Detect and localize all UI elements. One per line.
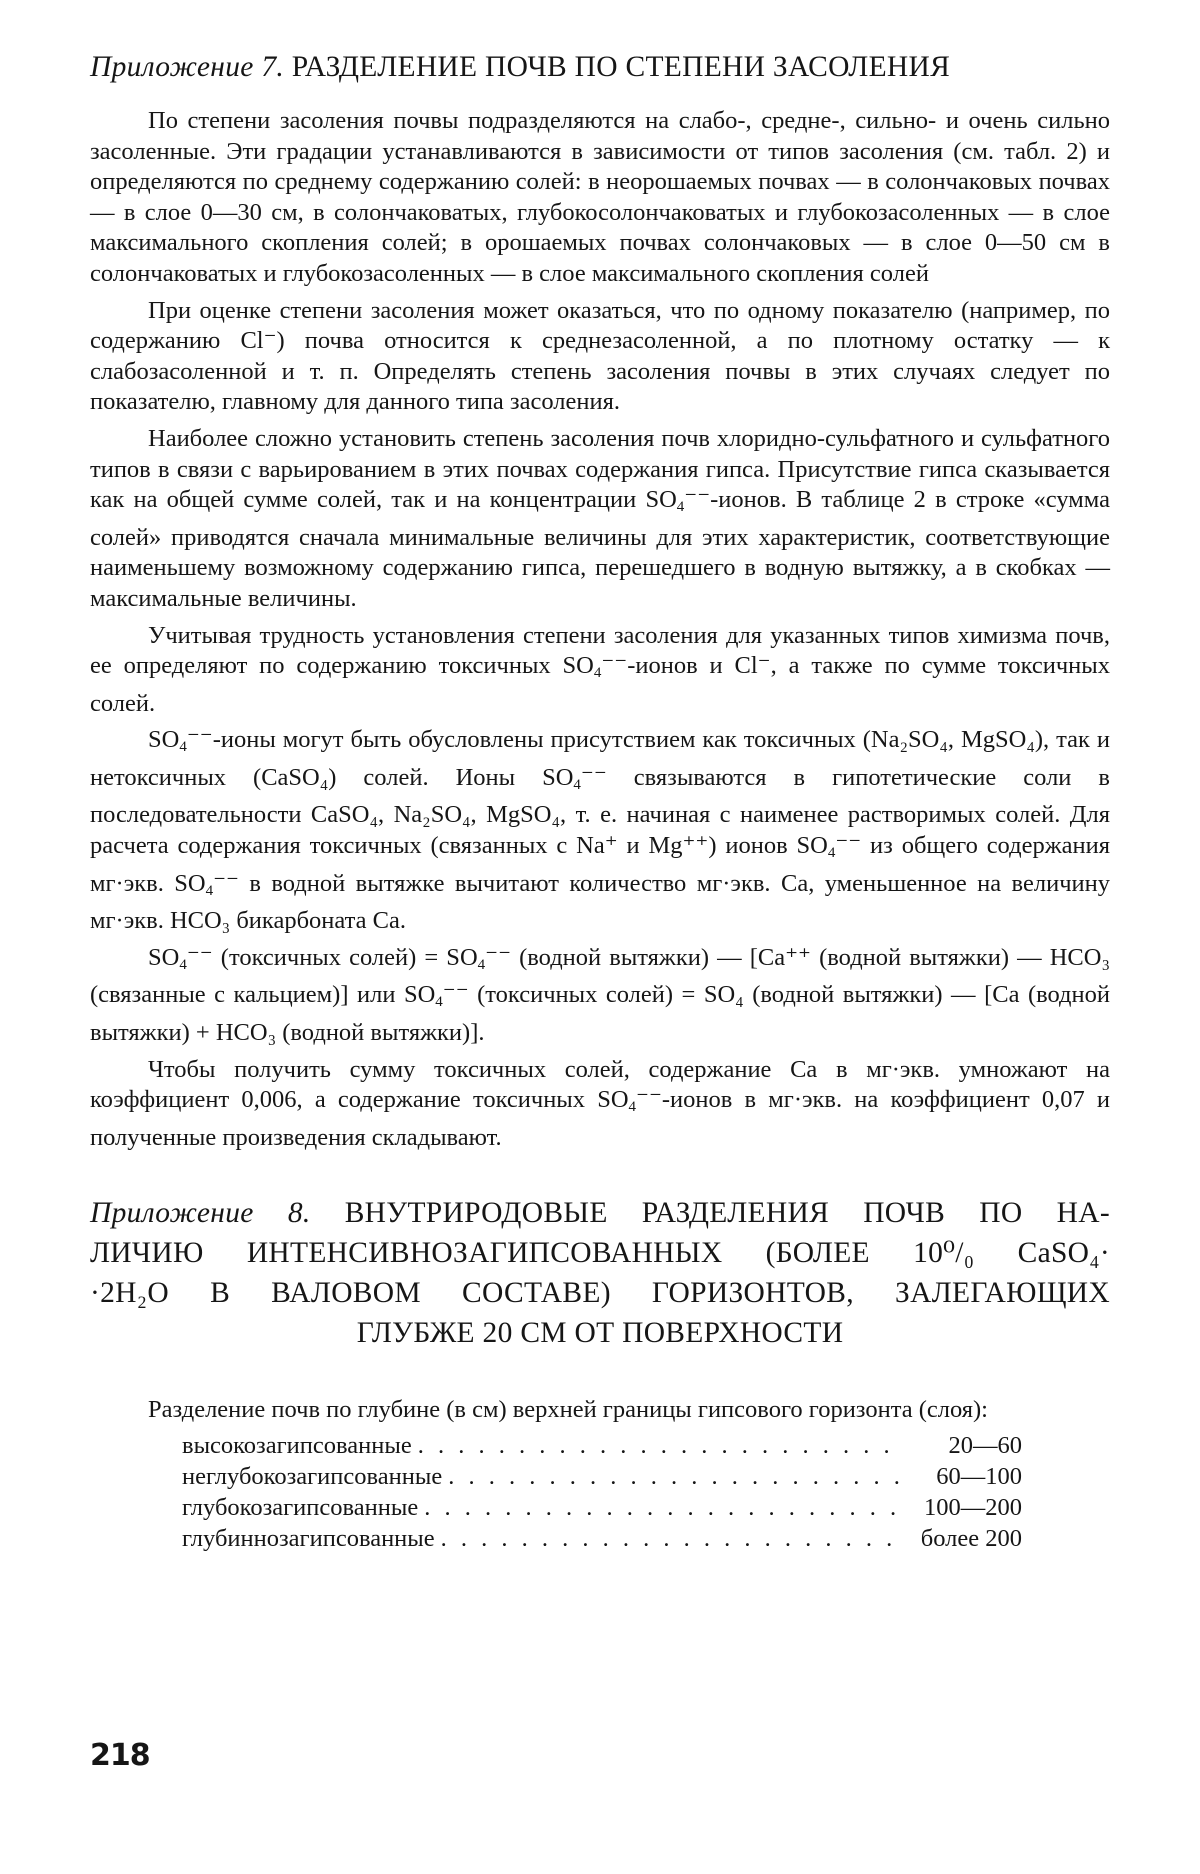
depth-class-name: глубокозагипсованные — [182, 1494, 419, 1521]
appendix-7-paragraph-1: По степени засоления почвы подразделяются на слабо-, средне-, сильно- и очень сильно засоленные. Эти градации устанавливаются в зависимости от типов засоления (см. табл. 2) и определяются по среднему содержанию солей: в неорошаемых почвах — в солончаковых почвах — в слое 0—30 см, в солончаковатых, глубокосолончаковатых и глубокозасоленных — в слое максимального скопления солей; в орошаемых почвах солончаковых — в слое 0—50 см в солончаковатых и глубокозасоленных — в слое максимального скопления солей — [90, 107, 1110, 287]
appendix-8-title-line-4: ГЛУБЖЕ 20 СМ ОТ ПОВЕРХНОСТИ — [356, 1317, 844, 1350]
gypsum-depth-list — [90, 1430, 1022, 1554]
appendix-7-paragraph-2: При оценке степени засоления может оказаться, что по одному показателю (например, по содержанию Cl⁻) почва относится к среднезасоленной, а по плотному остатку — к слабозасоленной и т. п. Определять степень засоления почвы в этих случаях следует по показателю, главному для данного типа засоления. — [90, 296, 1110, 416]
depth-range-value: 60—100 — [936, 1463, 1022, 1490]
page-number: 218 — [90, 1738, 150, 1773]
paragraph-5-text-a: SO — [148, 726, 180, 754]
sulfate-subscript: 4 — [205, 882, 214, 899]
list-item — [182, 1430, 1022, 1461]
formula-text-c: ⁻⁻ (водной вытяжки) — [Са⁺⁺ (водной вытяжки) — HCO₃ (связанные с кальцием)] или SO — [90, 943, 1110, 1009]
paragraph-5-text-d: ⁻⁻ из общего содержания мг·экв. SO — [90, 832, 1110, 897]
leader-dots — [418, 1430, 902, 1461]
sulfate-subscript: 4 — [827, 845, 836, 862]
list-item — [182, 1461, 1022, 1492]
depth-range-value: более 200 — [920, 1525, 1022, 1552]
appendix-8-intro: Разделение почв по глубине (в см) верхней границы гипсового горизонта (слоя): — [148, 1396, 988, 1424]
leader-dots — [424, 1492, 902, 1523]
paragraph-3-text-a: Наиболее сложно установить степень засоления почв хлоридно-сульфатного и сульфатного типов в связи с варьированием в этих почвах содержания гипса. Присутствие гипса сказывается как на общей сумме солей, так и на концентрации SO — [90, 424, 1110, 514]
formula-text-b: ⁻⁻ (токсичных солей) = SO — [186, 943, 478, 971]
paragraph-5-text-b: ⁻⁻-ионы могут быть обусловлены присутствием как токсичных (Na₂SO₄, MgSO₄), так и нетоксичных (CaSO₄) солей. Ионы SO — [90, 726, 1110, 791]
appendix-8-title-line-2: ЛИЧИЮ ИНТЕНСИВНОЗАГИПСОВАННЫХ (БОЛЕЕ 10⁰/₀ CaSO₄· — [90, 1237, 1110, 1270]
list-item — [182, 1492, 1022, 1523]
appendix-7-title: РАЗДЕЛЕНИЕ ПОЧВ ПО СТЕПЕНИ ЗАСОЛЕНИЯ — [291, 51, 951, 83]
appendix-8-prefix: Приложение 8. — [90, 1197, 311, 1230]
document-page — [90, 48, 1110, 1838]
sulfate-subscript: 4 — [179, 956, 187, 973]
appendix-8-title-line-3: ·2H₂O В ВАЛОВОМ СОСТАВЕ) ГОРИЗОНТОВ, ЗАЛЕГАЮЩИХ — [90, 1277, 1110, 1310]
appendix-7-formula-paragraph — [90, 943, 1110, 1049]
paragraph-5-text-c: ⁻⁻ связываются в гипотетические соли в последовательности CaSO₄, Na₂SO₄, MgSO₄, т. е. начиная с наименее растворимых солей. Для расчета содержания токсичных (связанных с Na⁺ и Mg⁺⁺) ионов SO — [90, 763, 1110, 860]
formula-text-d: ⁻⁻ (токсичных солей) = SO₄ (водной вытяжки) — [Са (водной вытяжки) + HCO₃ (водной вытяжки)]. — [90, 981, 1110, 1047]
list-item — [182, 1523, 1022, 1554]
formula-text-a: SO — [148, 943, 180, 971]
leader-dots — [448, 1461, 902, 1492]
paragraph-5-text-e: ⁻⁻ в водной вытяжке вычитают количество мг·экв. Са, уменьшенное на величину мг·экв. HCO₃ бикарбоната Са. — [90, 869, 1110, 935]
appendix-7-prefix: Приложение 7. — [90, 51, 285, 83]
leader-dots — [441, 1523, 902, 1554]
sulfate-subscript: 4 — [676, 499, 685, 516]
sulfate-subscript: 4 — [593, 665, 602, 682]
paragraph-4-text-b: ⁻⁻-ионов и Cl⁻, а также по сумме токсичных солей. — [90, 652, 1110, 717]
depth-range-value: 20—60 — [948, 1432, 1022, 1459]
sulfate-subscript: 4 — [179, 739, 187, 756]
depth-class-name: высокозагипсованные — [182, 1432, 412, 1459]
sulfate-subscript: 4 — [477, 956, 486, 973]
appendix-7-paragraph-5 — [90, 725, 1110, 937]
depth-range-value: 100—200 — [924, 1494, 1022, 1521]
paragraph-7-text-a: Чтобы получить сумму токсичных солей, содержание Са в мг·экв. умножают на коэффициент 0,006, а содержание токсичных SO — [90, 1055, 1110, 1114]
appendix-8-title-line-1-text: ВНУТРИРОДОВЫЕ РАЗДЕЛЕНИЯ ПОЧВ ПО НА- — [344, 1197, 1110, 1230]
appendix-7-paragraph-3 — [90, 424, 1110, 615]
paragraph-7-text-b: ⁻⁻-ионов в мг·экв. на коэффициент 0,07 и полученные произведения складывают. — [90, 1086, 1111, 1151]
appendix-7-heading — [90, 48, 1110, 86]
sulfate-subscript: 4 — [628, 1099, 637, 1116]
appendix-7-paragraph-7 — [90, 1055, 1110, 1154]
sulfate-subscript: 4 — [435, 994, 443, 1011]
sulfate-subscript: 4 — [573, 776, 581, 793]
depth-class-name: глубиннозагипсованные — [182, 1525, 435, 1552]
appendix-7-paragraph-4 — [90, 621, 1110, 720]
paragraph-4-text-a: Учитывая трудность установления степени засоления для указанных типов химизма почв, ее определяют по содержанию токсичных SO — [90, 621, 1110, 680]
appendix-8-heading — [90, 1193, 1110, 1353]
paragraph-3-text-b: ⁻⁻-ионов. В таблице 2 в строке «сумма солей» приводятся сначала минимальные величины для этих характеристик, соответствующие наименьшему возможному содержанию гипса, перешедшего в водную вытяжку, а в скобках — максимальные величины. — [90, 486, 1110, 612]
depth-class-name: неглубокозагипсованные — [182, 1463, 443, 1490]
appendix-8-title-line-1 — [90, 1193, 1110, 1233]
